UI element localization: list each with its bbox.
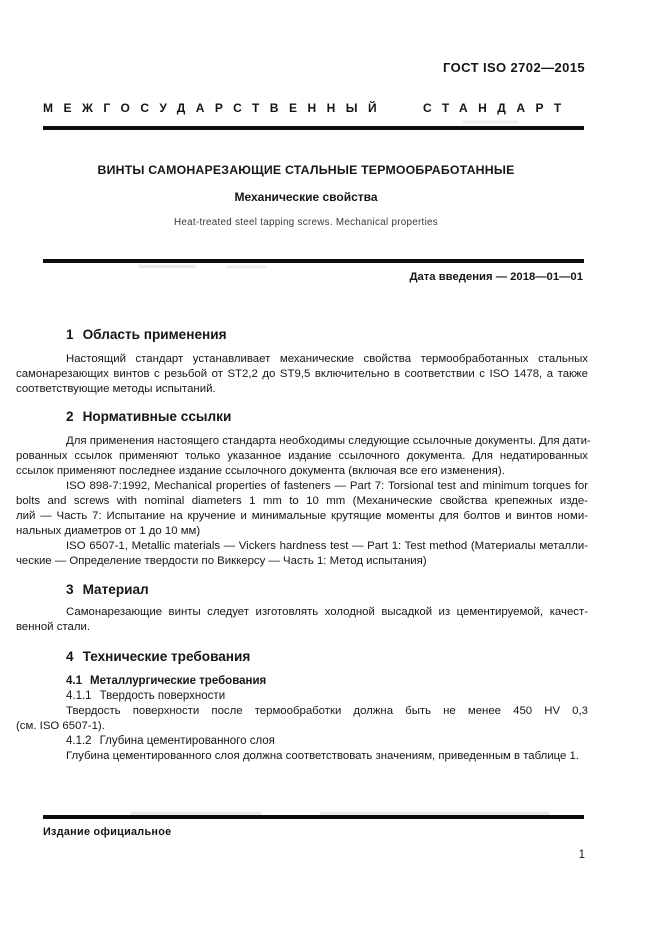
paragraph (16, 434, 591, 479)
section-title: Технические требования (82, 649, 251, 664)
paragraph (16, 479, 588, 539)
section-heading-material (66, 582, 149, 598)
paragraph (16, 539, 588, 569)
text-line: bolts and screws with nominal diameters 1 mm to 10 mm (Механические свойства крепежных изде- (16, 495, 588, 507)
paragraph (16, 352, 588, 397)
section-number: 1 (66, 327, 74, 342)
paragraph (16, 749, 588, 764)
text-line: самонарезающих винтов с резьбой от ST2,2 до ST9,5 включительно в соответствии с ISO 1478, а также (16, 368, 588, 380)
paragraph (16, 605, 588, 635)
subsection-number: 4.1.2 (66, 735, 92, 747)
subsection-title: Металлургические требования (90, 675, 267, 687)
edition-note: Издание официальное (43, 826, 172, 838)
text-line: венной стали. (16, 621, 90, 633)
section-heading-technical-requirements (66, 649, 250, 665)
section-number: 4 (66, 649, 74, 664)
text-line: ISO 898-7:1992, Mechanical properties of fasteners — Part 7: Torsional test and minimum torques for (66, 480, 588, 492)
section-title: Материал (82, 582, 149, 597)
text-line: нальных диаметров от 1 до 10 мм) (16, 525, 201, 537)
section-number: 3 (66, 582, 74, 597)
section-title: Нормативные ссылки (82, 409, 232, 424)
section-heading-normative-references (66, 409, 231, 425)
subsection-title: Глубина цементированного слоя (99, 735, 275, 747)
scan-artifact (130, 812, 262, 815)
text-line: ISO 6507-1, Metallic materials — Vickers hardness test — Part 1: Test method (Материалы металли- (66, 540, 588, 552)
header-rule (43, 126, 584, 130)
text-line: ссылок применяют последнее издание ссылочного документа (включая все его изменения). (16, 465, 505, 477)
text-line: Настоящий стандарт устанавливает механические свойства термообработанных стальных (66, 353, 588, 365)
text-line: ческие — Определение твердости по Виккерсу — Часть 1: Метод испытания) (16, 555, 427, 567)
footer-rule (43, 815, 584, 819)
section-title: Область применения (82, 327, 227, 342)
text-line: (см. ISO 6507-1). (16, 720, 105, 732)
title-rule (43, 259, 584, 263)
document-subtitle-ru: Механические свойства (234, 190, 378, 204)
effective-date: Дата введения — 2018—01—01 (409, 271, 583, 283)
document-title-en: Heat-treated steel tapping screws. Mechanical properties (173, 217, 439, 228)
text-line: лий — Часть 7: Испытание на кручение и минимальные крутящие моменты для болтов и винтов номи- (16, 510, 588, 522)
text-line: рованных ссылок применяют только указанное издание ссылочного документа. Для недатированных (16, 450, 588, 462)
page-number: 1 (578, 849, 585, 861)
section-number: 2 (66, 409, 74, 424)
subsection-heading-surface-hardness (66, 689, 225, 704)
text-line: Для применения настоящего стандарта необходимы следующие ссылочные документы. Для дати- (66, 435, 591, 447)
standard-type-banner: МЕЖГОСУДАРСТВЕННЫЙ СТАНДАРТ (43, 101, 572, 115)
paragraph (16, 704, 588, 734)
subsection-heading-metallurgical (66, 674, 266, 689)
text-line: Глубина цементированного слоя должна соответствовать значениям, приведенным в таблице 1. (66, 750, 580, 762)
scan-artifact (320, 812, 550, 815)
section-heading-scope (66, 327, 227, 343)
document-title-ru: ВИНТЫ САМОНАРЕЗАЮЩИЕ СТАЛЬНЫЕ ТЕРМООБРАБОТАННЫЕ (97, 163, 515, 177)
subsection-number: 4.1.1 (66, 690, 92, 702)
subsection-heading-case-depth (66, 734, 275, 749)
text-line: соответствующие методы испытаний. (16, 383, 216, 395)
text-line: Твердость поверхности после термообработки должна быть не менее 450 HV 0,3 (66, 705, 588, 717)
subsection-title: Твердость поверхности (99, 690, 226, 702)
scan-artifact (226, 266, 266, 268)
subsection-number: 4.1 (66, 675, 82, 687)
text-line: Самонарезающие винты следует изготовлять холодной высадкой из цементируемой, качест- (66, 606, 588, 618)
scan-artifact (463, 121, 518, 123)
scan-artifact (138, 265, 196, 268)
doc-number: ГОСТ ISO 2702—2015 (443, 60, 585, 75)
